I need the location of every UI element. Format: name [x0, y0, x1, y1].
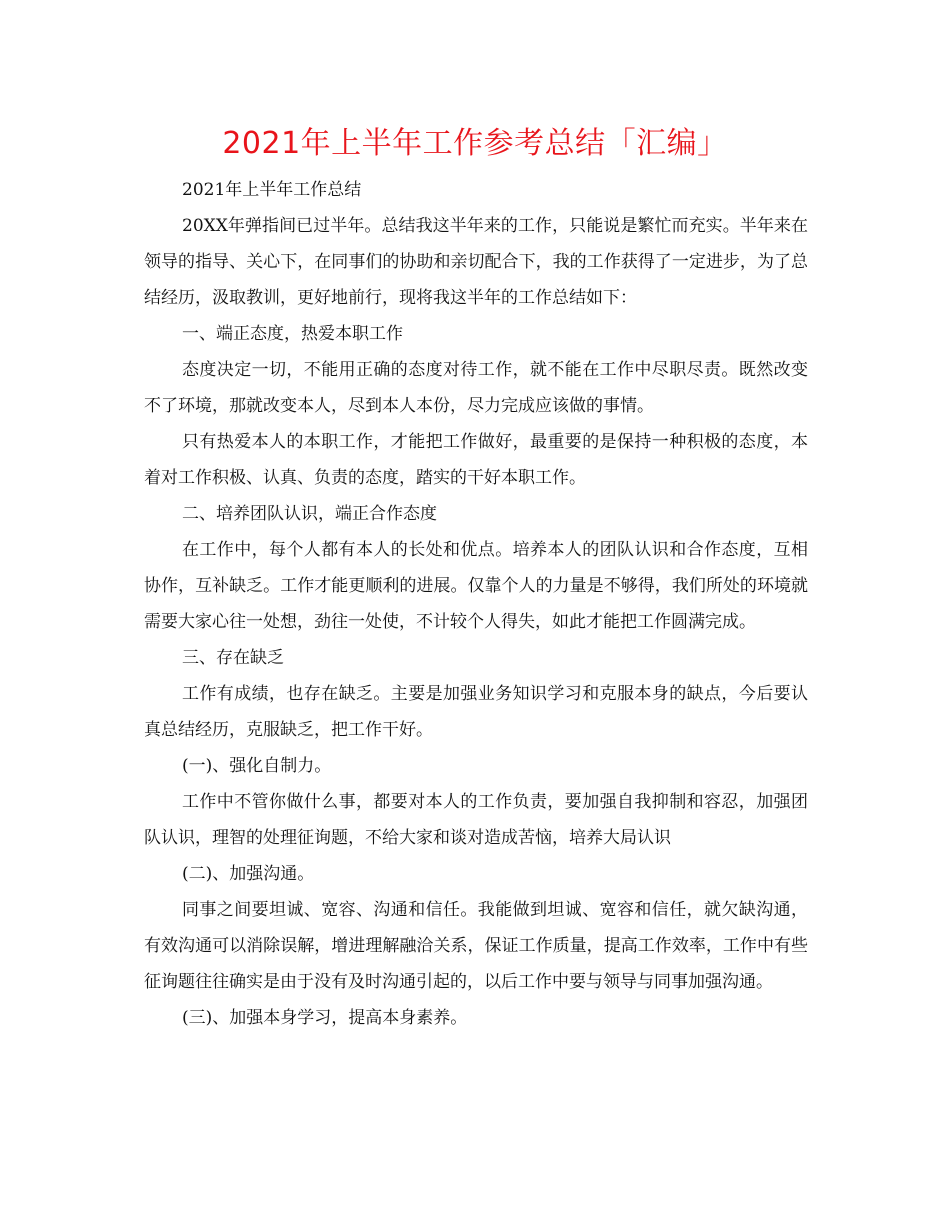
paragraph: 态度决定一切，不能用正确的态度对待工作，就不能在工作中尽职尽责。既然改变不了环境，那就改变本人，尽到本人本份，尽力完成应该做的事情。 — [144, 360, 808, 416]
document-body — [144, 172, 808, 1036]
section-heading-2: 二、培养团队认识，端正合作态度 — [182, 504, 437, 524]
subsection-heading-2: (二)、加强沟通。 — [182, 864, 315, 884]
paragraph: 只有热爱本人的本职工作，才能把工作做好，最重要的是保持一种积极的态度，本着对工作积极、认真、负责的态度，踏实的干好本职工作。 — [144, 432, 808, 488]
section-heading-1: 一、端正态度，热爱本职工作 — [182, 324, 403, 344]
section-heading-3: 三、存在缺乏 — [182, 648, 284, 668]
paragraph: 同事之间要坦诚、宽容、沟通和信任。我能做到坦诚、宽容和信任，就欠缺沟通，有效沟通可以消除误解，增进理解融洽关系，保证工作质量，提高工作效率，工作中有些征询题往往确实是由于没有及时沟通引起的，以后工作中要与领导与同事加强沟通。 — [144, 900, 808, 992]
paragraph: 工作有成绩，也存在缺乏。主要是加强业务知识学习和克服本身的缺点，今后要认真总结经历，克服缺乏，把工作干好。 — [144, 684, 808, 740]
subsection-heading-1: (一)、强化自制力。 — [182, 756, 332, 776]
paragraph: 在工作中，每个人都有本人的长处和优点。培养本人的团队认识和合作态度，互相协作，互补缺乏。工作才能更顺利的进展。仅靠个人的力量是不够得，我们所处的环境就需要大家心往一处想，劲往一处使，不计较个人得失，如此才能把工作圆满完成。 — [144, 540, 808, 632]
paragraph-heading-summary: 2021年上半年工作总结 — [182, 180, 362, 200]
subsection-heading-3: (三)、加强本身学习，提高本身素养。 — [182, 1008, 468, 1028]
paragraph: 工作中不管你做什么事，都要对本人的工作负责，要加强自我抑制和容忍，加强团队认识，理智的处理征询题，不给大家和谈对造成苦恼，培养大局认识 — [144, 792, 808, 848]
paragraph-intro: 20XX年弹指间已过半年。总结我这半年来的工作，只能说是繁忙而充实。半年来在领导的指导、关心下，在同事们的协助和亲切配合下，我的工作获得了一定进步，为了总结经历，汲取教训，更好地前行，现将我这半年的工作总结如下： — [144, 216, 808, 308]
document-title: 2021年上半年工作参考总结「汇编」 — [222, 126, 728, 161]
